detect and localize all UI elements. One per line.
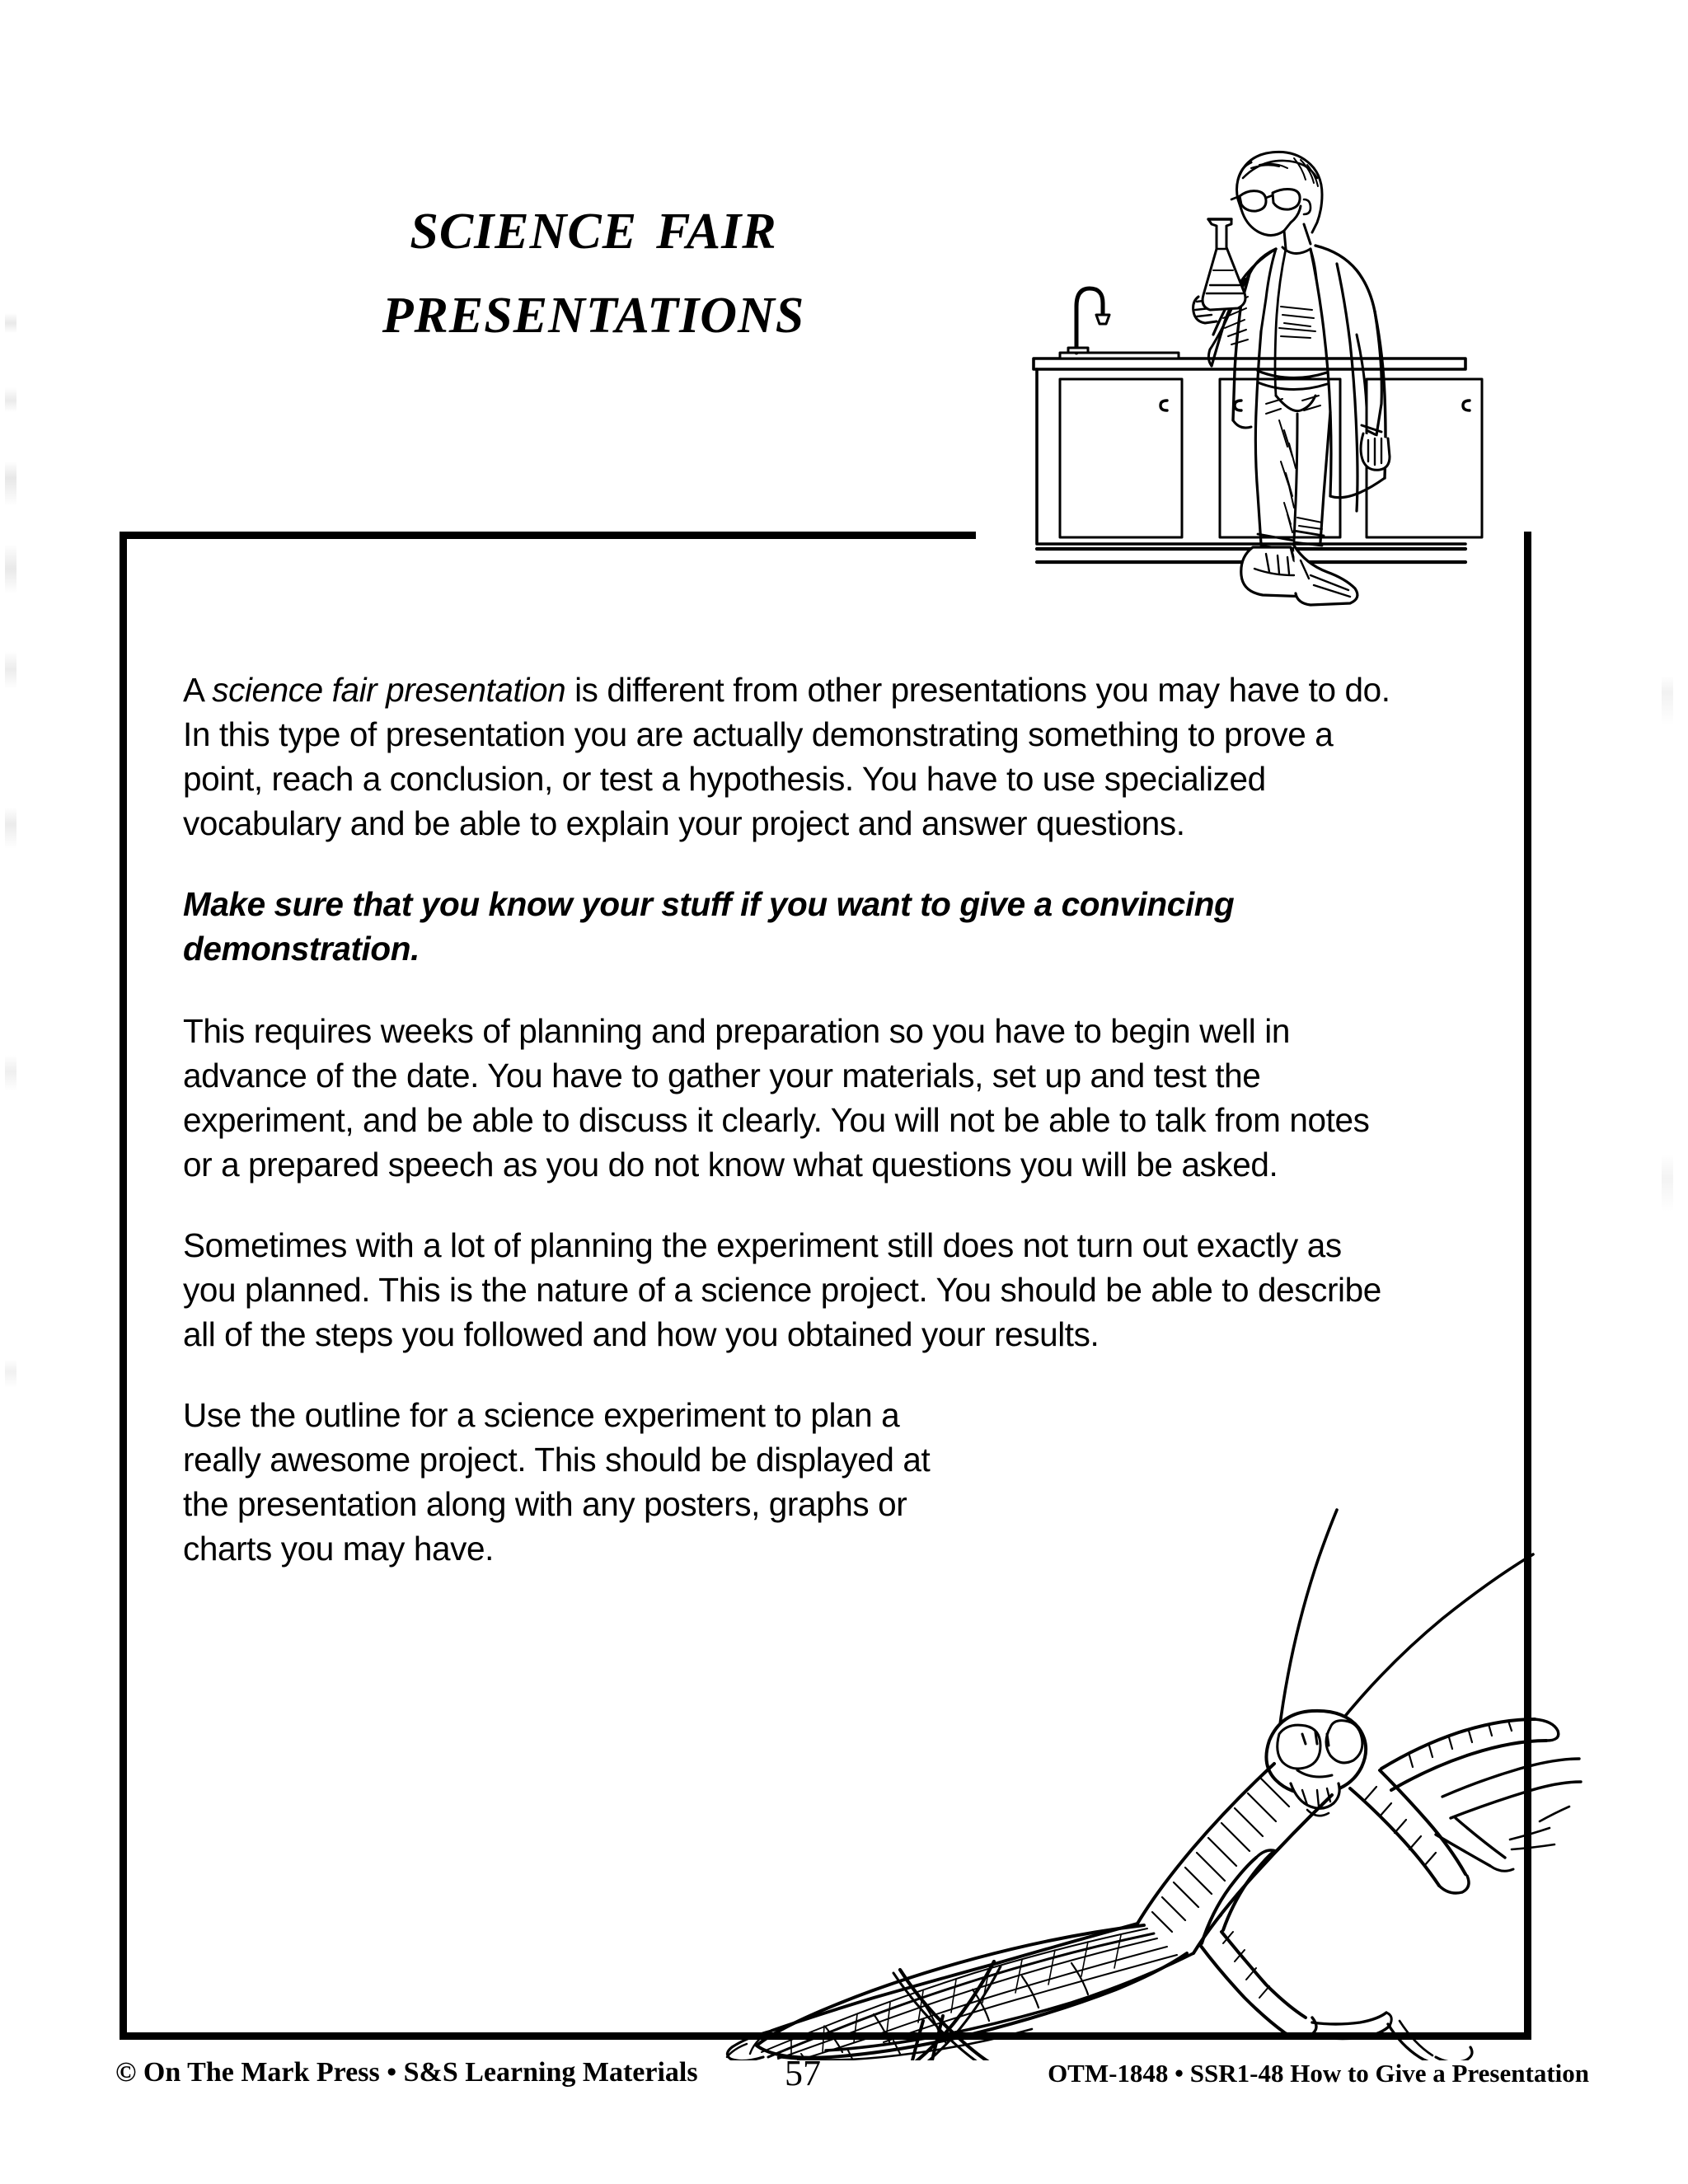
paragraph-outline: Use the outline for a science experiment to plan a really awesome project. This should be displayed at the presentation along with any posters, graphs or charts you may have. <box>183 1396 931 1568</box>
paragraph-preparation: This requires weeks of planning and preparation so you have to begin well in advance of the date. You have to gather your materials, set up and test the experiment, and be able to discuss it clearly. You will not be able to talk from notes or a prepared speech as you do not know what questions you will be asked. <box>183 1012 1370 1183</box>
praying-mantis-illustration <box>610 1434 1591 2060</box>
paragraph-intro-prefix: A <box>183 671 213 709</box>
scan-artifact-right-edge <box>1662 0 1673 2184</box>
scan-artifact-left-edge <box>5 0 16 2184</box>
paragraph-intro <box>183 668 1395 846</box>
footer-product-code: OTM-1848 • SSR1-48 How to Give a Presentation <box>1048 2059 1589 2088</box>
page-title-line-1: science fair <box>410 185 777 265</box>
paragraph-outcomes: Sometimes with a lot of planning the experiment still does not turn out exactly as you planned. This is the nature of a science project. You should be able to describe all of the steps you followed and how you obtained your results. <box>183 1226 1381 1353</box>
footer-page-number: 57 <box>785 2053 821 2093</box>
paragraph-intro-rest: is different from other presentations you may have to do. In this type of presentation you are actually demonstrating something to prove a point, reach a conclusion, or test a hypothesis. You have to use specialized vocabulary and be able to explain your project and answer questions. <box>183 671 1390 842</box>
paragraph-emphasis: Make sure that you know your stuff if you want to give a convincing demonstration. <box>183 885 1235 968</box>
paragraph-intro-italic-term: science fair presentation <box>212 671 566 709</box>
footer-publisher: © On The Mark Press • S&S Learning Materials <box>115 2057 698 2088</box>
page-title-line-2: presentations <box>382 268 805 349</box>
page-title <box>272 185 915 349</box>
page-footer <box>0 2052 1688 2110</box>
